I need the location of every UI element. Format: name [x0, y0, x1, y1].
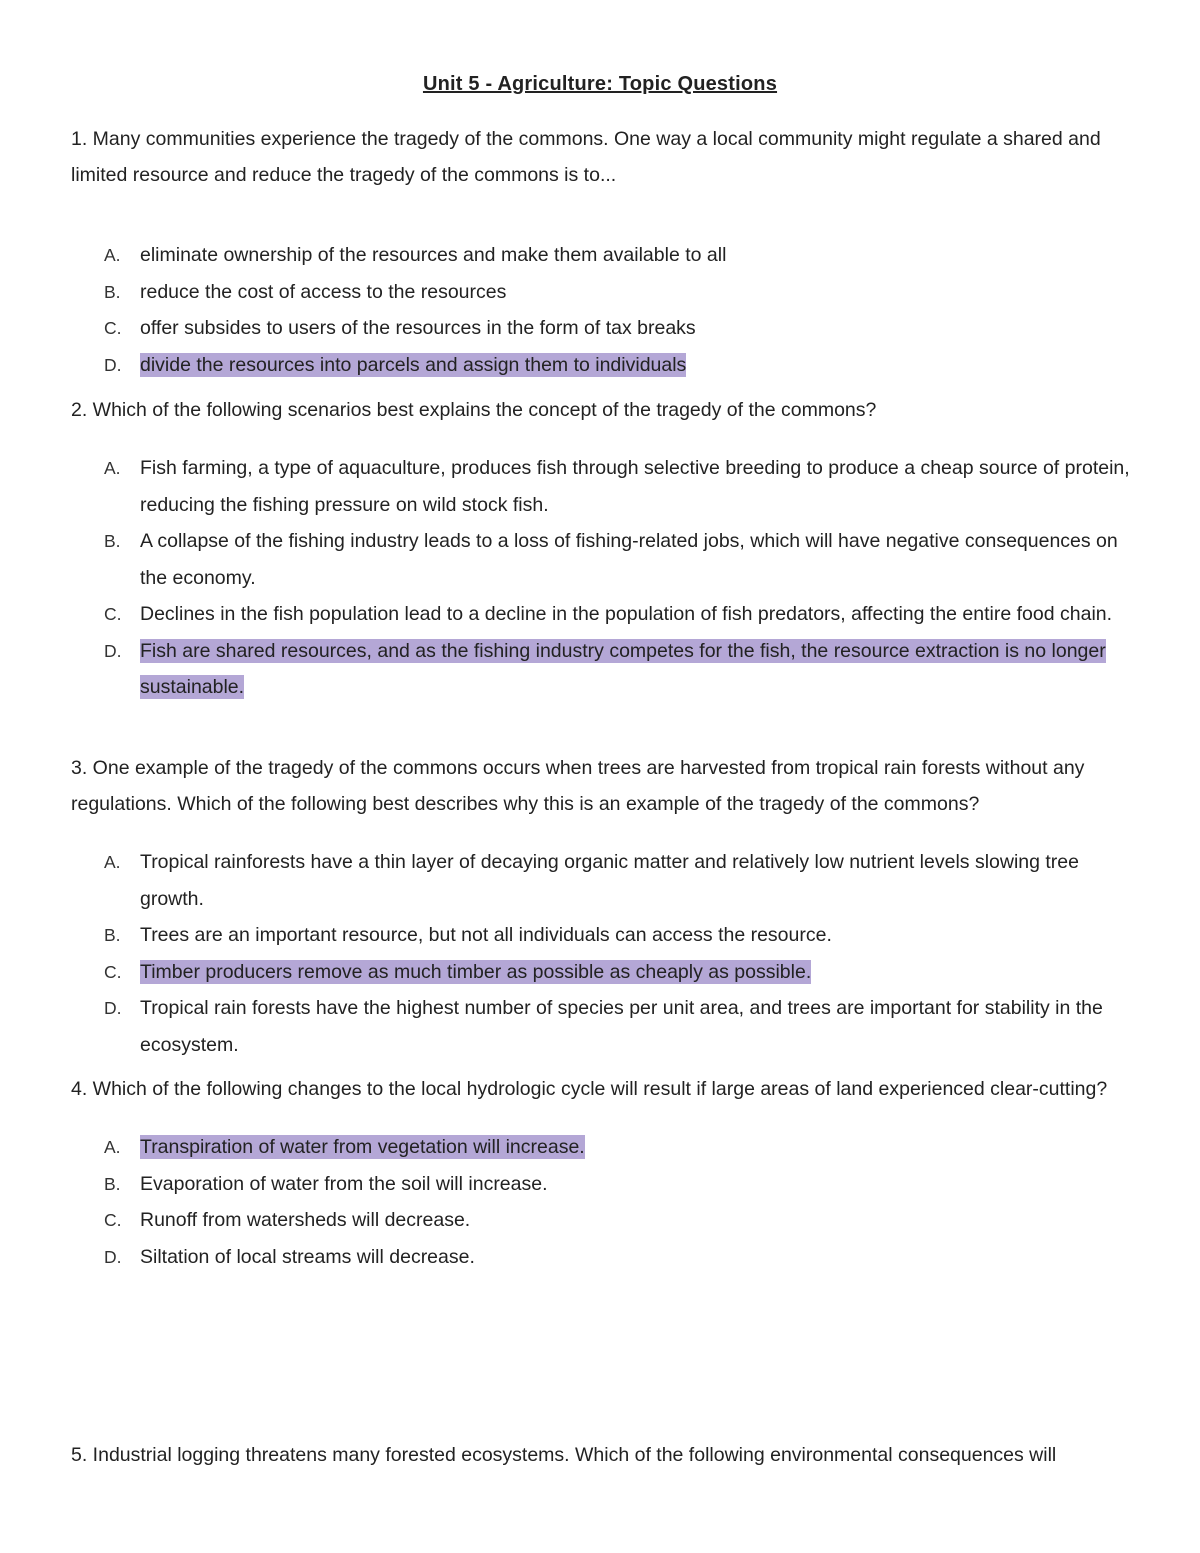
option-letter: A.	[104, 1137, 121, 1157]
option-letter: B.	[104, 531, 121, 551]
question-4	[71, 1071, 1141, 1275]
option-b	[71, 274, 1141, 311]
option-text: A collapse of the fishing industry leads to a loss of fishing-related jobs, which will have negative consequences on the economy.	[140, 530, 1118, 589]
options-list	[71, 1129, 1141, 1275]
answer-highlight: Transpiration of water from vegetation will increase.	[140, 1136, 585, 1158]
answer-highlight: Fish are shared resources, and as the fishing industry competes for the fish, the resource extraction is no longer sustainable.	[140, 639, 1106, 698]
option-d	[71, 633, 1141, 706]
option-text	[140, 1129, 1141, 1166]
option-letter: D.	[104, 1246, 122, 1267]
option-text: Fish farming, a type of aquaculture, produces fish through selective breeding to produce a cheap source of protein, reducing the fishing pressure on wild stock fish.	[140, 457, 1130, 516]
option-letter: B.	[104, 281, 121, 302]
option-letter: B.	[104, 1173, 121, 1194]
options-list	[71, 450, 1141, 706]
option-c	[71, 596, 1141, 633]
option-b	[71, 917, 1141, 954]
option-text: Declines in the fish population lead to a decline in the population of fish predators, affecting the entire food chain.	[140, 603, 1113, 625]
option-a	[71, 844, 1141, 917]
question-1	[71, 121, 1141, 383]
option-text: offer subsides to users of the resources in the form of tax breaks	[140, 317, 696, 339]
option-letter: C.	[104, 318, 122, 338]
question-2	[71, 392, 1141, 706]
question-stem: 4. Which of the following changes to the local hydrologic cycle will result if large areas of land experienced clear-cutting?	[71, 1078, 1108, 1100]
option-letter: B.	[104, 925, 121, 945]
question-stem: 3. One example of the tragedy of the commons occurs when trees are harvested from tropical rain forests without any regulations. Which of the following best describes why this is an example of the tragedy of the commons?	[71, 757, 1085, 815]
option-text: reduce the cost of access to the resources	[140, 280, 507, 303]
option-text: Siltation of local streams will decrease.	[140, 1245, 475, 1268]
option-b	[71, 523, 1141, 596]
option-letter: A.	[104, 458, 121, 478]
options-list	[71, 844, 1141, 1063]
question-stem: 2. Which of the following scenarios best explains the concept of the tragedy of the commons?	[71, 399, 877, 421]
option-c	[71, 954, 1141, 991]
option-a	[71, 450, 1141, 523]
option-letter: D.	[104, 640, 122, 661]
question-5	[71, 1437, 1141, 1473]
option-d	[71, 990, 1141, 1063]
option-letter: C.	[104, 1210, 122, 1230]
option-b	[71, 1166, 1141, 1203]
option-letter: A.	[104, 245, 121, 265]
option-a	[71, 1129, 1141, 1166]
option-d	[71, 347, 1141, 384]
question-stem: 5. Industrial logging threatens many forested ecosystems. Which of the following environmental consequences will	[71, 1444, 1057, 1466]
option-c	[71, 1202, 1141, 1239]
answer-highlight: divide the resources into parcels and assign them to individuals	[140, 353, 687, 376]
option-text: eliminate ownership of the resources and make them available to all	[140, 244, 727, 266]
option-letter: D.	[104, 998, 122, 1018]
option-text	[140, 347, 1141, 384]
option-a	[71, 237, 1141, 274]
option-text: Trees are an important resource, but not all individuals can access the resource.	[140, 924, 832, 946]
option-text: Tropical rainforests have a thin layer of decaying organic matter and relatively low nutrient levels slowing tree growth.	[140, 851, 1079, 910]
page-title: Unit 5 - Agriculture: Topic Questions	[422, 73, 778, 95]
option-letter: C.	[104, 961, 122, 982]
options-list	[71, 237, 1141, 383]
option-d	[71, 1239, 1141, 1276]
option-text	[140, 954, 1141, 991]
option-letter: C.	[104, 604, 122, 624]
question-stem: 1. Many communities experience the tragedy of the commons. One way a local community might regulate a shared and limited resource and reduce the tragedy of the commons is to...	[71, 128, 1101, 186]
option-letter: D.	[104, 354, 122, 375]
option-c	[71, 310, 1141, 347]
option-text: Tropical rain forests have the highest number of species per unit area, and trees are important for stability in the ecosystem.	[140, 997, 1103, 1056]
option-text: Runoff from watersheds will decrease.	[140, 1209, 471, 1231]
option-text: Evaporation of water from the soil will increase.	[140, 1172, 548, 1195]
answer-highlight: Timber producers remove as much timber as possible as cheaply as possible.	[140, 960, 812, 983]
question-3	[71, 750, 1141, 1063]
option-text	[140, 633, 1141, 706]
option-letter: A.	[104, 852, 121, 872]
